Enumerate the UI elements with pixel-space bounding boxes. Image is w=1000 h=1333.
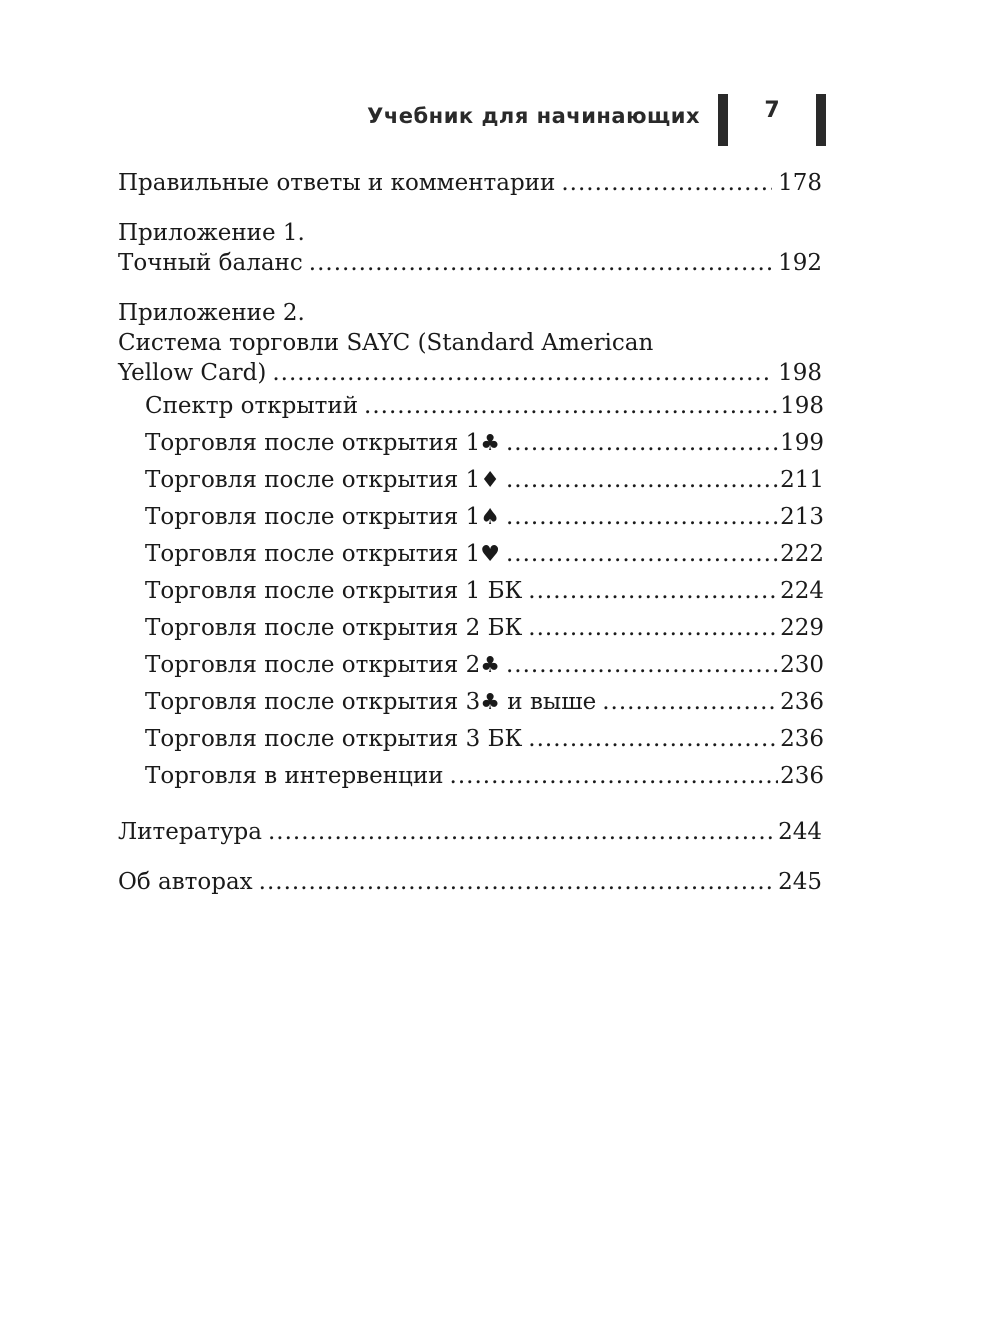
toc-group-authors <box>118 867 822 897</box>
toc-sub-entry[interactable] <box>118 462 822 499</box>
club-icon: ♣ <box>480 653 500 678</box>
toc-sub-entry-label: Торговля после открытия 3 БК <box>145 726 523 752</box>
toc-sub-entry-label: Торговля после открытия 1 БК <box>145 578 523 604</box>
toc-sub-entry[interactable] <box>118 573 822 610</box>
dot-leader <box>272 358 772 388</box>
table-of-contents <box>118 168 822 917</box>
toc-group-appendix-1 <box>118 218 822 278</box>
toc-group-literature <box>118 817 822 847</box>
dot-leader <box>506 499 778 536</box>
toc-sub-entry[interactable] <box>118 647 822 684</box>
toc-sub-entry[interactable] <box>118 425 822 462</box>
dot-leader <box>506 536 778 573</box>
toc-group-appendix-2 <box>118 298 822 795</box>
toc-entry-page: 178 <box>778 170 822 196</box>
header-bar-right <box>816 94 826 146</box>
running-header <box>0 94 1000 146</box>
dot-leader <box>309 248 772 278</box>
page-number: 7 <box>764 98 780 123</box>
toc-sub-entry-label: Торговля после открытия 3♣ и выше <box>145 689 597 715</box>
dot-leader <box>259 867 772 897</box>
toc-sub-entry[interactable] <box>118 610 822 647</box>
toc-entry-page: 192 <box>778 250 822 276</box>
dot-leader <box>528 721 778 758</box>
toc-sub-entry[interactable] <box>118 499 822 536</box>
toc-entry-answers[interactable] <box>118 168 822 198</box>
toc-entry-page: 245 <box>778 869 822 895</box>
toc-entry-page: 244 <box>778 819 822 845</box>
toc-sub-entry-page: 236 <box>780 689 824 715</box>
toc-heading-appendix-1: Приложение 1. <box>118 220 305 246</box>
toc-sub-entry-label: Торговля после открытия 1♣ <box>145 430 500 456</box>
toc-sub-entry[interactable] <box>118 758 822 795</box>
toc-sub-entry[interactable] <box>118 388 822 425</box>
toc-sub-entry-label: Торговля после открытия 1♥ <box>145 541 500 567</box>
toc-entry-label: Yellow Card) <box>118 360 267 386</box>
diamond-icon: ♦ <box>480 468 500 493</box>
toc-sub-entry-label: Торговля после открытия 1♠ <box>145 504 500 530</box>
toc-title-line: Система торговли SAYC (Standard American <box>118 330 654 356</box>
club-icon: ♣ <box>480 690 500 715</box>
toc-sub-entry-label: Торговля в интервенции <box>145 763 444 789</box>
toc-sub-entry-page: 222 <box>780 541 824 567</box>
toc-sub-entry-label: Торговля после открытия 2 БК <box>145 615 523 641</box>
toc-sub-entry-page: 236 <box>780 763 824 789</box>
toc-sub-entry[interactable] <box>118 721 822 758</box>
toc-sub-entry-page: 229 <box>780 615 824 641</box>
toc-entry-page: 198 <box>778 360 822 386</box>
toc-sub-entry-page: 230 <box>780 652 824 678</box>
toc-sub-entry-page: 213 <box>780 504 824 530</box>
club-icon: ♣ <box>480 431 500 456</box>
toc-entry-literature[interactable] <box>118 817 822 847</box>
toc-entry-label: Правильные ответы и комментарии <box>118 170 556 196</box>
running-header-title: Учебник для начинающих <box>367 104 700 128</box>
toc-sub-entry[interactable] <box>118 536 822 573</box>
toc-sub-list <box>118 388 822 795</box>
dot-leader <box>506 425 778 462</box>
dot-leader <box>602 684 778 721</box>
toc-entry-label: Точный баланс <box>118 250 303 276</box>
toc-entry-label: Об авторах <box>118 869 253 895</box>
dot-leader <box>528 573 778 610</box>
toc-sub-entry-label: Спектр открытий <box>145 393 359 419</box>
header-bar-left <box>718 94 728 146</box>
dot-leader <box>506 462 778 499</box>
dot-leader <box>561 168 772 198</box>
toc-sub-entry-page: 211 <box>780 467 824 493</box>
toc-entry-label: Литература <box>118 819 262 845</box>
heart-icon: ♥ <box>480 542 500 567</box>
toc-sub-entry-page: 198 <box>780 393 824 419</box>
dot-leader <box>450 758 779 795</box>
toc-sub-entry[interactable] <box>118 684 822 721</box>
toc-group-answers <box>118 168 822 198</box>
toc-entry-authors[interactable] <box>118 867 822 897</box>
toc-entry-exact-balance[interactable] <box>118 248 822 278</box>
toc-entry-sayc[interactable] <box>118 358 822 388</box>
dot-leader <box>528 610 778 647</box>
toc-sub-entry-label: Торговля после открытия 2♣ <box>145 652 500 678</box>
toc-heading-appendix-2: Приложение 2. <box>118 300 305 326</box>
toc-sub-entry-label: Торговля после открытия 1♦ <box>145 467 500 493</box>
dot-leader <box>506 647 778 684</box>
toc-sub-entry-page: 199 <box>780 430 824 456</box>
toc-sub-entry-page: 236 <box>780 726 824 752</box>
dot-leader <box>268 817 772 847</box>
toc-sub-entry-page: 224 <box>780 578 824 604</box>
spade-icon: ♠ <box>480 505 500 530</box>
dot-leader <box>364 388 778 425</box>
